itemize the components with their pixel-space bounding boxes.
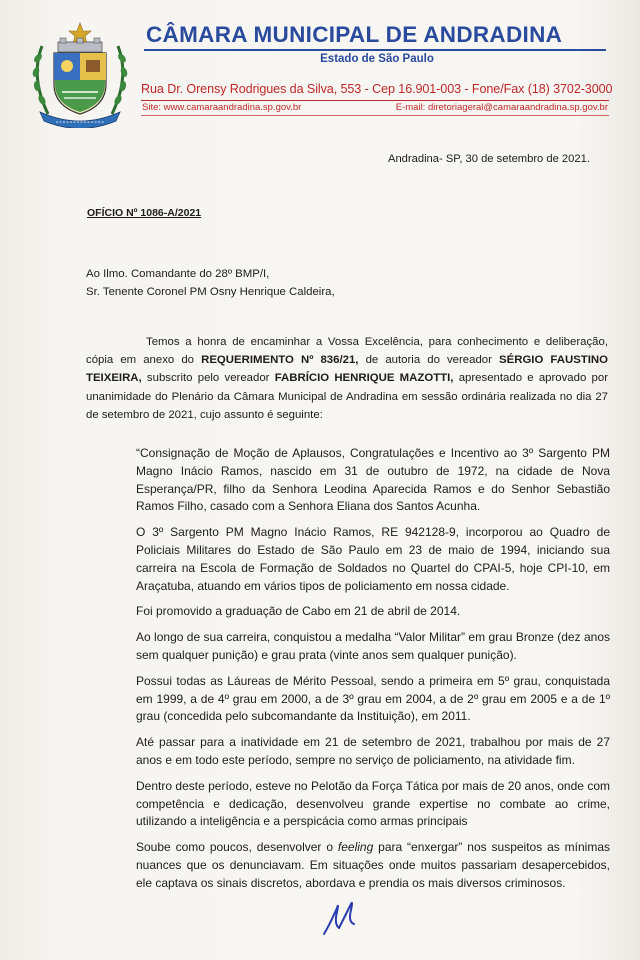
letterhead-title: CÂMARA MUNICIPAL DE ANDRADINA [146, 22, 563, 47]
coat-of-arms-icon [28, 22, 132, 128]
address-divider [141, 100, 609, 101]
quote-paragraph [136, 734, 610, 770]
letterhead-subtitle: Estado de São Paulo [320, 53, 434, 65]
addressee-line: Sr. Tenente Coronel PM Osny Henrique Caldeira, [86, 286, 335, 298]
text-segment: Foi promovido a graduação de Cabo em 21 de abril de 2014. [136, 604, 461, 619]
text-segment: O 3º Sargento PM Magno Inácio Ramos, RE 942128-9, incorporou ao Quadro de Policiais Militares do Estado de São Paulo em 23 de maio de 1994, iniciando sua carreira na Escola de Formação de Soldados no Quartel do CPAI-5, hoje CPI-10, em Araçatuba, atuando em vários tipos de policiamento em nossa cidade. [136, 525, 610, 593]
bold-text-segment: FABRÍCIO HENRIQUE MAZOTTI, [274, 372, 454, 385]
quote-paragraph [136, 839, 610, 892]
site-divider [141, 115, 609, 116]
quote-paragraph [136, 629, 610, 665]
text-segment: subscrito pelo vereador [141, 372, 275, 385]
text-segment: de autoria do vereador [358, 354, 500, 367]
letterhead-email[interactable]: E-mail: diretoriageral@camaraandradina.sp.gov.br [395, 102, 608, 113]
quoted-motion [136, 445, 610, 901]
italic-text-segment: feeling [337, 840, 374, 855]
text-segment: Temos a honra de encaminhar a Vossa Excelência, para conhecimento e deliberação, cópia em anexo do [86, 336, 608, 367]
text-segment: para “enxergar” nos suspeitos as mínimas nuances que os denunciavam. Em situações onde muitos passariam desapercebidos, ele captava os sinais discretos, abordava e prendia os mais diversos criminosos. [136, 840, 611, 890]
letterhead-site[interactable]: Site: www.camaraandradina.sp.gov.br [142, 102, 302, 113]
addressee-block [86, 265, 335, 301]
oficio-number: OFÍCIO Nº 1086-A/2021 [87, 207, 202, 219]
quote-paragraph [136, 603, 610, 621]
intro-text [86, 333, 608, 424]
text-segment: apresentado e aprovado por unanimidade do Plenário da Câmara Municipal de Andradina em sessão ordinária realizada no dia 27 de setembro de 2021, cujo assunto é seguinte: [86, 372, 608, 421]
title-divider [144, 49, 606, 51]
bold-text-segment: REQUERIMENTO Nº 836/21, [201, 354, 359, 367]
text-segment: Até passar para a inatividade em 21 de setembro de 2021, trabalhou por mais de 27 anos e em todo este período, sempre no serviço de policiamento, na atividade fim. [136, 735, 610, 767]
text-segment: Possui todas as Láureas de Mérito Pessoal, sendo a primeira em 5º grau, conquistada em 1999, a de 4º grau em 2000, a de 3º grau em 2004, a de 2º grau em 2005 e a de 1º grau (concedida pelo subcomandante da Instituição), em 2011. [136, 673, 610, 724]
addressee-line: Ao Ilmo. Comandante do 28º BMP/I, [86, 268, 270, 280]
signature-icon [320, 898, 364, 938]
quote-paragraph [136, 445, 610, 516]
intro-paragraph [86, 333, 608, 424]
quote-paragraph [136, 778, 610, 831]
quote-paragraph [136, 524, 610, 595]
text-segment: “Consignação de Moção de Aplausos, Congratulações e Incentivo ao 3º Sargento PM Magno Inácio Ramos, nascido em 31 de outubro de 1972, na cidade de Nova Esperança/PR, filho da Senhora Leodina Aparecida Ramos e do Senhor Sebastião Ramos Filho, casado com a Senhora Eliana dos Santos Acunha. [136, 446, 610, 514]
quote-paragraph [136, 673, 610, 726]
letterhead-address: Rua Dr. Orensy Rodrigues da Silva, 553 - Cep 16.901-003 - Fone/Fax (18) 3702-3000 [141, 82, 613, 96]
text-segment: Dentro deste período, esteve no Pelotão da Força Tática por mais de 20 anos, onde com competência e dedicação, desenvolveu grande expertise no combate ao crime, utilizando a inteligência e a perspicácia como armas principais [136, 778, 610, 829]
bold-text-segment: SÉRGIO FAUSTINO TEIXEIRA, [86, 354, 609, 385]
text-segment: Soube como poucos, desenvolver o [136, 840, 338, 855]
text-segment: Ao longo de sua carreira, conquistou a medalha “Valor Militar” em grau Bronze (dez anos sem qualquer punição) e grau prata (vinte anos sem qualquer punição). [136, 630, 610, 662]
letter-date: Andradina- SP, 30 de setembro de 2021. [388, 153, 590, 165]
